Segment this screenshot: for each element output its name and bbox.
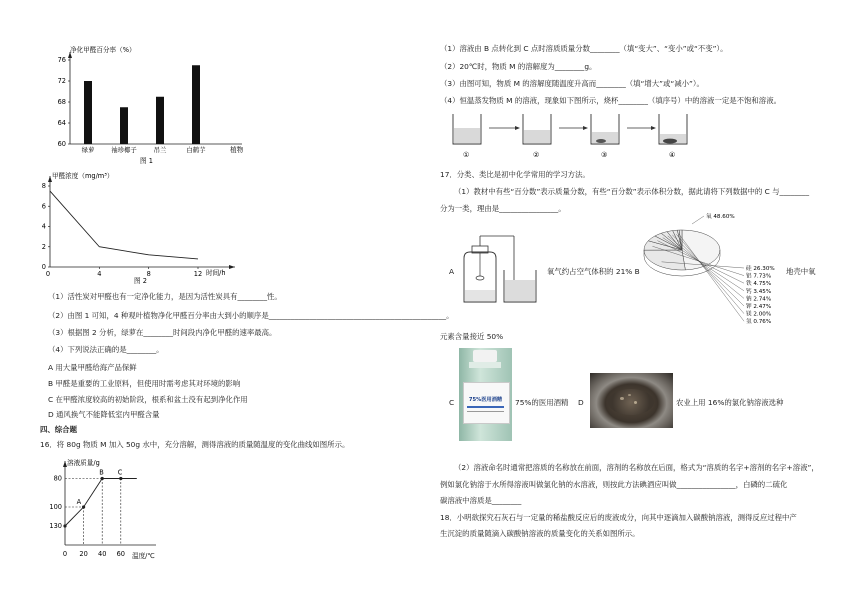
line-xtick-label: 12 [193,270,203,278]
q15-option-c: C 在甲醛浓度较高的初始阶段，根系和盆土没有起到净化作用 [48,395,248,404]
solution-mass-chart [38,455,188,563]
bar-3 [156,97,164,144]
beaker-sequence [445,110,705,162]
bar-ytick-label: 72 [57,77,66,86]
line-series [50,191,198,259]
option-d-letter: D [578,398,584,407]
q15-line-3: （3）根据图 2 分析，绿萝在________时间段内净化甲醛的速率最高。 [48,328,277,337]
solution-point [119,477,122,480]
q15-line-1: （1）活性炭对甲醛也有一定净化能力，是因为活性炭具有________性。 [48,292,282,301]
q15-option-a: A 用大量甲醛给海产品保鲜 [48,363,137,372]
bar-chart [30,42,255,167]
solution-ytick-label: 100 [49,503,62,512]
solution-xtick-label: 40 [98,550,107,558]
q15-option-d: D 通风换气不能降低室内甲醛含量 [48,410,160,419]
option-a-letter: A [449,267,455,276]
q17-part2-line3: 碳溶液中溶质是________ [440,496,522,505]
solution-chart-xlabel: 温度/℃ [132,552,155,560]
q16-part-1: （1）溶液由 B 点转化到 C 点时溶质质量分数________（填“变大”、“变小”或“不变”）。 [440,44,728,53]
option-c-text: 75%的医用酒精 [515,398,569,407]
beaker-label-1: ① [463,151,470,159]
bar-category-label: 白鹤芋 [186,146,206,154]
beaker-label-2: ② [533,151,540,159]
seed-selection-photo [590,373,673,428]
line-ytick-label: 4 [41,222,46,231]
q17-title: 17．分类、类比是初中化学常用的学习方法。 [440,170,590,179]
solution-point [82,505,85,508]
line-chart-ylabel: 甲醛浓度（mg/m³） [52,172,114,180]
q17-part1-line1: （1）教材中有些“百分数”表示质量分数，有些“百分数”表示体积分数，据此请将下列数据中的 C 与________ [454,187,810,196]
crust-pie-chart [640,210,800,335]
bar-4 [192,65,200,144]
bar-ytick-label: 60 [57,140,66,149]
option-b-tail: 地壳中氧 [786,267,816,276]
bar-ytick-label: 64 [57,119,66,128]
solution-point-label-c: C [117,468,123,477]
bar-ytick-label: 76 [57,56,66,65]
q16-part-3: （3）由图可知，物质 M 的溶解度随温度升高而________（填“增大”或“减小”）。 [440,79,704,88]
solution-point-label-b: B [99,468,104,477]
solution-ytick-label: 130 [49,522,62,531]
pie-label-oxygen: 氧 48.60% [706,214,735,220]
bar-category-label: 袖珍椰子 [111,146,137,154]
q15-option-b: B 甲醛是重要的工业原料，但使用时需考虑其对环境的影响 [48,379,241,388]
line-chart [30,168,255,288]
line-xtick-label: 4 [97,270,102,278]
q16-part-2: （2）20℃时，物质 M 的溶解度为________g。 [440,62,597,71]
pie-label: 钠 2.74% [746,296,772,303]
bar-2 [120,107,128,144]
solution-xtick-label: 20 [79,550,88,558]
oxygen-apparatus [458,234,542,306]
q16-part-4: （4）恒温蒸发物质 M 的溶液，现象如下图所示，烧杯________（填序号）中的溶液一定是不饱和溶液。 [440,96,781,105]
pie-leader [692,216,704,224]
pie-label: 钙 3.45% [746,288,772,295]
solution-point [101,477,104,480]
solution-xtick-label: 0 [62,550,68,558]
pie-label: 镁 2.00% [746,311,772,318]
bar-category-label: 绿萝 [81,146,95,154]
bar-1 [84,81,92,144]
beaker-3 [591,114,619,144]
line-ytick-label: 2 [41,242,46,251]
bottle-label: 75%医用酒精 [468,397,503,403]
q18-line1: 18．小明欲探究石灰石与一定量的稀盐酸反应后的废液成分，向其中逐滴加入碳酸钠溶液，测得反应过程中产 [440,513,797,522]
pie-label: 硅 26.30% [746,266,775,272]
bar-ytick-label: 68 [57,98,66,107]
q18-line2: 生沉淀的质量随滴入碳酸钠溶液的质量变化的关系如图所示。 [440,529,640,538]
line-xtick-label: 8 [146,270,151,278]
q17-part1-line2: 分为一类，理由是________________。 [440,204,566,213]
option-c-letter: C [449,398,455,407]
beaker-label-3: ③ [601,151,608,159]
solution-point-label-a: A [76,498,82,506]
option-d-text: 农业上用 16%的氯化钠溶液选种 [676,398,784,407]
solution-point [63,524,66,527]
pie-label: 钾 2.47% [746,304,772,310]
beaker-2 [523,114,551,144]
pie-label: 铁 4.75% [746,281,772,288]
solution-chart-ylabel: 溶液质量/g [67,459,100,467]
q16-stem: 16．将 80g 物质 M 加入 50g 水中，充分溶解，测得溶液的质量随温度的变化曲线如图所示。 [40,440,350,449]
q17-part2-line1: （2）溶液命名时通常把溶质的名称放在前面，溶剂的名称放在后面，格式为“溶质的名字+溶剂的名字+溶液”， [454,463,819,472]
q15-line-4: （4）下列说法正确的是________。 [48,345,164,354]
solution-ytick-label: 80 [53,474,62,483]
q17-part2-line2: 例如氯化钠溶于水所得溶液叫做氯化钠的水溶液，则按此方法碘酒应叫做________________，白磷的二硫化 [440,480,788,489]
option-b-tail-2: 元素含量接近 50% [440,332,504,341]
line-ytick-label: 6 [41,202,46,211]
pie-label: 铝 7.73% [746,273,772,280]
bar-chart-xlabel: 植物 [230,146,244,154]
bar-chart-ylabel: 净化甲醛百分率（%） [70,46,136,54]
line-origin-label: 0 [45,270,51,278]
solution-xtick-label: 60 [116,550,125,558]
alcohol-bottle-photo [459,348,512,441]
q15-line-2: （2）由图 1 可知，4 种观叶植物净化甲醛百分率由大到小的顺序是________________________________________________。 [48,311,454,320]
option-a-text: 氧气约占空气体积的 21% B [547,267,640,276]
line-chart-xlabel: 时间/h [206,269,226,277]
line-ytick-label: 0 [41,263,46,272]
line-ytick-label: 8 [41,182,46,191]
bar-chart-caption: 图 1 [140,157,153,165]
beaker-1 [453,114,481,144]
beaker-label-4: ④ [669,151,676,159]
bar-category-label: 吊兰 [153,146,167,154]
pie-label: 氢 0.76% [746,319,772,326]
beaker-4 [659,114,687,144]
section-title: 四、综合题 [40,425,77,434]
line-chart-caption: 图 2 [134,277,147,285]
